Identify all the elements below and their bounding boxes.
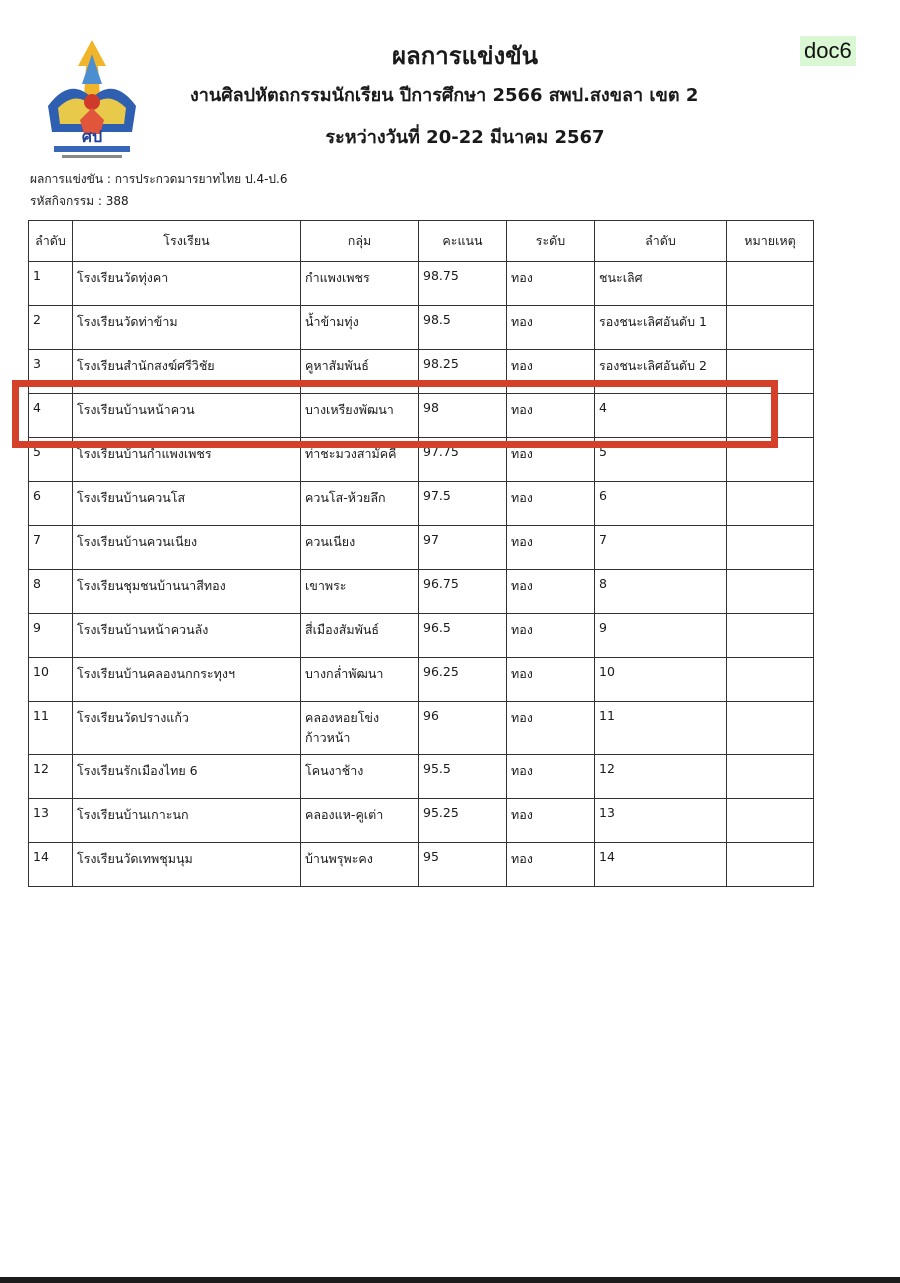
table-row: [29, 526, 814, 570]
activity-code: รหัสกิจกรรม : 388: [30, 194, 129, 208]
table-cell: 4: [29, 394, 73, 438]
table-cell: 95: [419, 843, 507, 887]
results-table: [28, 220, 814, 887]
table-cell: โคนงาช้าง: [301, 755, 419, 799]
table-cell: 98: [419, 394, 507, 438]
table-cell: 6: [29, 482, 73, 526]
table-cell: [727, 702, 814, 755]
table-cell: 9: [29, 614, 73, 658]
table-cell: [727, 843, 814, 887]
table-cell: โรงเรียนสำนักสงฆ์ศรีวิชัย: [73, 350, 301, 394]
column-header: ระดับ: [507, 221, 595, 262]
table-cell: คลองหอยโข่งก้าวหน้า: [301, 702, 419, 755]
table-cell: 14: [29, 843, 73, 887]
table-cell: ทอง: [507, 482, 595, 526]
table-cell: 96.75: [419, 570, 507, 614]
table-cell: [727, 306, 814, 350]
table-cell: 7: [595, 526, 727, 570]
table-cell: เขาพระ: [301, 570, 419, 614]
table-cell: 98.5: [419, 306, 507, 350]
table-cell: โรงเรียนบ้านคลองนกกระทุงฯ: [73, 658, 301, 702]
svg-text:ศป: ศป: [81, 127, 103, 146]
table-row: [29, 843, 814, 887]
table-cell: น้ำข้ามทุ่ง: [301, 306, 419, 350]
table-cell: สี่เมืองสัมพันธ์: [301, 614, 419, 658]
table-cell: 11: [29, 702, 73, 755]
competition-label: ผลการแข่งขัน : การประกวดมารยาทไทย ป.4-ป.6: [30, 172, 288, 186]
table-cell: 5: [595, 438, 727, 482]
table-row: [29, 482, 814, 526]
column-header: กลุ่ม: [301, 221, 419, 262]
table-cell: [727, 755, 814, 799]
column-header: ลำดับ: [595, 221, 727, 262]
table-cell: 5: [29, 438, 73, 482]
table-cell: 98.25: [419, 350, 507, 394]
table-cell: โรงเรียนชุมชนบ้านนาสีทอง: [73, 570, 301, 614]
table-cell: โรงเรียนบ้านควนเนียง: [73, 526, 301, 570]
column-header: หมายเหตุ: [727, 221, 814, 262]
table-cell: ชนะเลิศ: [595, 262, 727, 306]
table-cell: [727, 570, 814, 614]
table-row: [29, 755, 814, 799]
table-cell: [727, 614, 814, 658]
table-cell: ทอง: [507, 799, 595, 843]
table-row: [29, 702, 814, 755]
highlight-box: [12, 380, 778, 448]
table-cell: 13: [29, 799, 73, 843]
table-cell: โรงเรียนรักเมืองไทย 6: [73, 755, 301, 799]
table-cell: 13: [595, 799, 727, 843]
table-cell: ทอง: [507, 306, 595, 350]
event-dates: ระหว่างวันที่ 20-22 มีนาคม 2567: [325, 127, 605, 148]
doc-tag: doc6: [800, 36, 856, 66]
table-cell: 12: [29, 755, 73, 799]
table-cell: 97.75: [419, 438, 507, 482]
table-cell: โรงเรียนวัดปรางแก้ว: [73, 702, 301, 755]
table-cell: โรงเรียนบ้านควนโส: [73, 482, 301, 526]
table-cell: 7: [29, 526, 73, 570]
table-cell: ทอง: [507, 702, 595, 755]
table-cell: [727, 262, 814, 306]
table-cell: 96.5: [419, 614, 507, 658]
table-cell: ควนเนียง: [301, 526, 419, 570]
column-header: คะแนน: [419, 221, 507, 262]
table-cell: [727, 799, 814, 843]
event-subtitle: งานศิลปหัตถกรรมนักเรียน ปีการศึกษา 2566 สพป.สงขลา เขต 2: [190, 85, 699, 106]
table-cell: โรงเรียนวัดเทพชุมนุม: [73, 843, 301, 887]
table-cell: โรงเรียนวัดท่าข้าม: [73, 306, 301, 350]
column-header: ลำดับ: [29, 221, 73, 262]
table-cell: ท่าชะมวงสามัคคี: [301, 438, 419, 482]
table-body: [29, 262, 814, 887]
table-cell: 8: [595, 570, 727, 614]
table-cell: ทอง: [507, 526, 595, 570]
table-cell: รองชนะเลิศอันดับ 1: [595, 306, 727, 350]
table-cell: คลองแห-คูเต่า: [301, 799, 419, 843]
table-row: [29, 306, 814, 350]
table-cell: 9: [595, 614, 727, 658]
table-cell: โรงเรียนบ้านหน้าควน: [73, 394, 301, 438]
table-cell: โรงเรียนวัดทุ่งคา: [73, 262, 301, 306]
table-cell: [727, 482, 814, 526]
table-row: [29, 799, 814, 843]
table-cell: บ้านพรุพะคง: [301, 843, 419, 887]
table-cell: 3: [29, 350, 73, 394]
table-cell: 2: [29, 306, 73, 350]
table-cell: 98.75: [419, 262, 507, 306]
page-title: ผลการแข่งขัน: [391, 42, 539, 70]
table-cell: ควนโส-ห้วยลึก: [301, 482, 419, 526]
table-cell: คูหาสัมพันธ์: [301, 350, 419, 394]
table-cell: ทอง: [507, 262, 595, 306]
table-cell: ทอง: [507, 658, 595, 702]
table-cell: ทอง: [507, 755, 595, 799]
table-cell: 8: [29, 570, 73, 614]
table-cell: 4: [595, 394, 727, 438]
table-row: [29, 262, 814, 306]
table-cell: 1: [29, 262, 73, 306]
table-cell: โรงเรียนบ้านเกาะนก: [73, 799, 301, 843]
table-row: [29, 570, 814, 614]
table-cell: 10: [29, 658, 73, 702]
table-cell: 96: [419, 702, 507, 755]
table-cell: 14: [595, 843, 727, 887]
table-cell: บางเหรียงพัฒนา: [301, 394, 419, 438]
table-cell: [727, 526, 814, 570]
table-cell: [727, 658, 814, 702]
table-cell: โรงเรียนบ้านหน้าควนลัง: [73, 614, 301, 658]
table-cell: 10: [595, 658, 727, 702]
table-cell: ทอง: [507, 438, 595, 482]
page-edge: [0, 1277, 900, 1283]
table-cell: 6: [595, 482, 727, 526]
table-cell: โรงเรียนบ้านกำแพงเพชร: [73, 438, 301, 482]
table-cell: รองชนะเลิศอันดับ 2: [595, 350, 727, 394]
table-cell: กำแพงเพชร: [301, 262, 419, 306]
table-cell: ทอง: [507, 394, 595, 438]
table-cell: 96.25: [419, 658, 507, 702]
table-cell: 12: [595, 755, 727, 799]
table-cell: 95.5: [419, 755, 507, 799]
table-cell: ทอง: [507, 843, 595, 887]
table-cell: 97.5: [419, 482, 507, 526]
table-cell: 11: [595, 702, 727, 755]
table-cell: 97: [419, 526, 507, 570]
table-header-row: [29, 221, 814, 262]
table-cell: 95.25: [419, 799, 507, 843]
table-row: [29, 658, 814, 702]
table-cell: ทอง: [507, 350, 595, 394]
column-header: โรงเรียน: [73, 221, 301, 262]
table-cell: ทอง: [507, 570, 595, 614]
table-cell: บางกล่ำพัฒนา: [301, 658, 419, 702]
table-cell: ทอง: [507, 614, 595, 658]
table-row: [29, 614, 814, 658]
